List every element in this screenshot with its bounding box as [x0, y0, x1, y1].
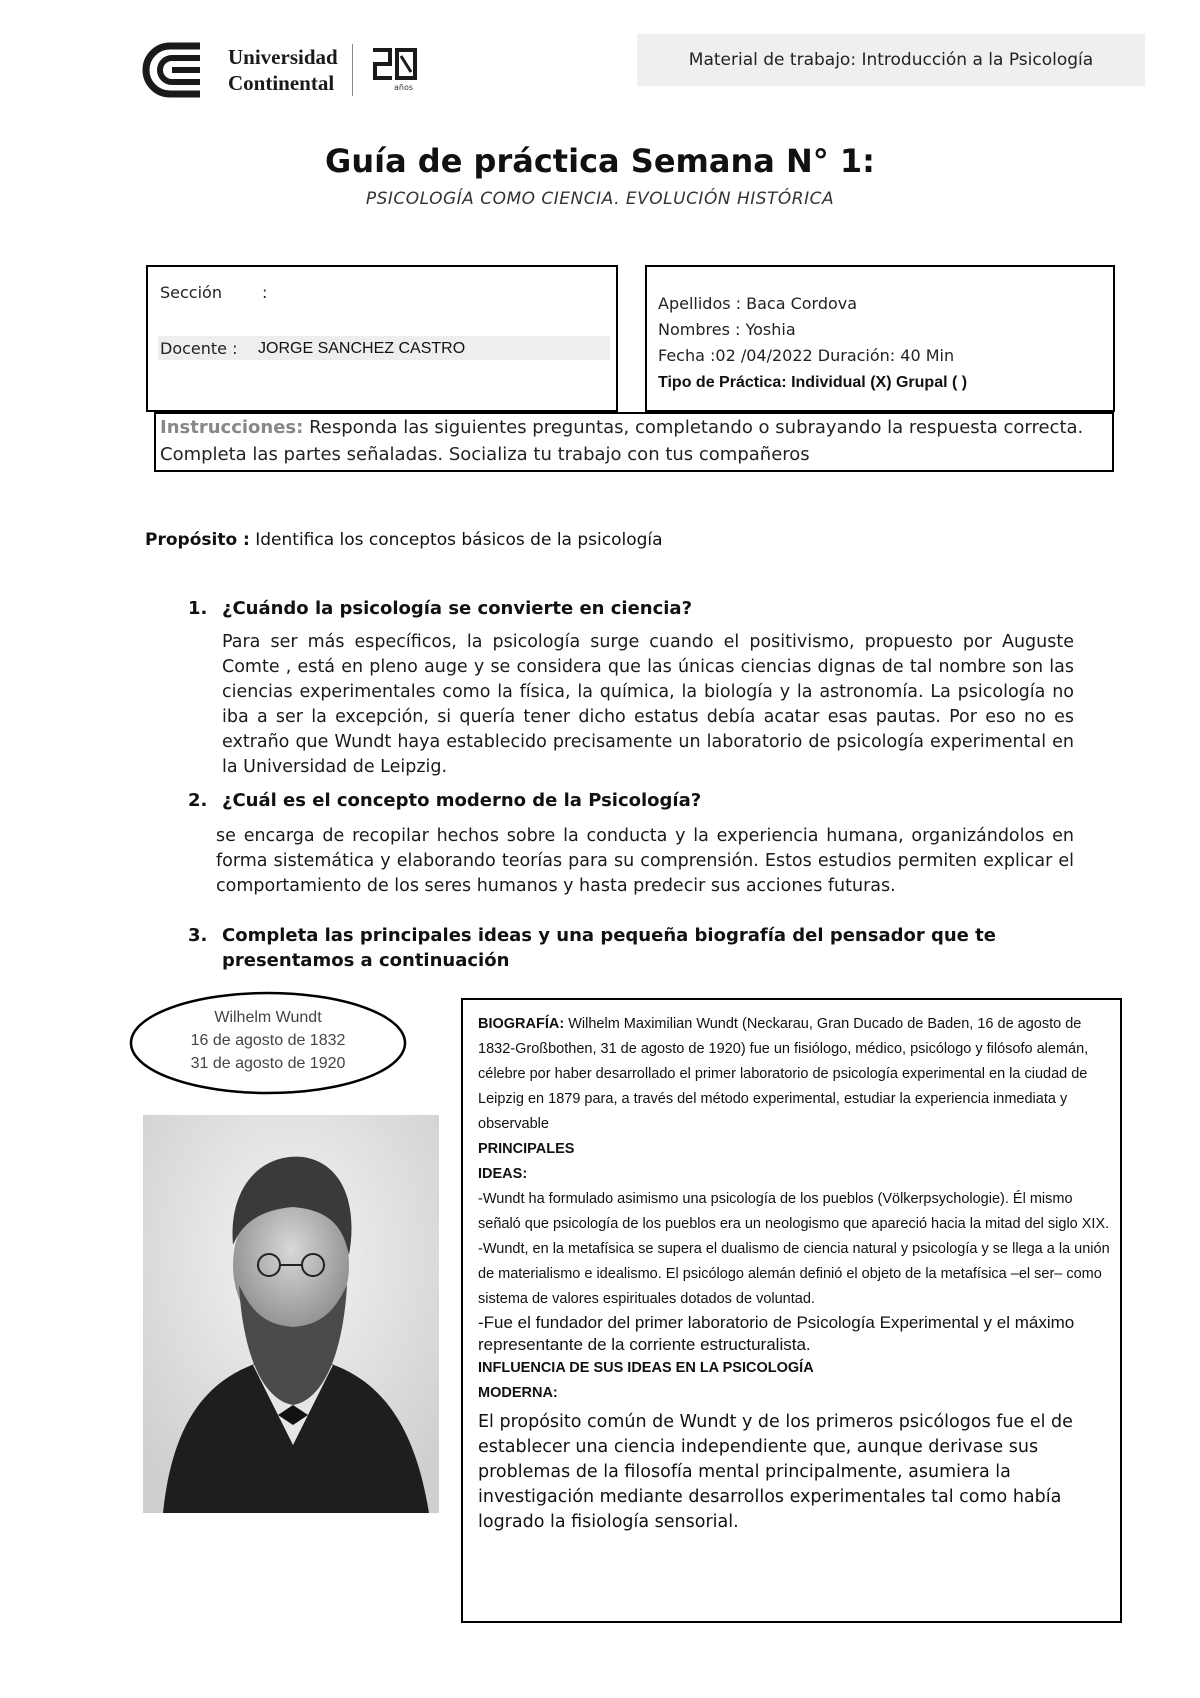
university-name-line1: Universidad: [228, 45, 338, 69]
docente-label: Docente :: [160, 339, 238, 358]
ideas-label-line1: PRINCIPALES: [478, 1141, 575, 1157]
thinker-death-date: 31 de agosto de 1920: [190, 1055, 346, 1072]
influence-label-line2: MODERNA:: [478, 1385, 558, 1401]
influence-text: El propósito común de Wundt y de los primeros psicólogos fue el de establecer una ciencia independiente que, aunque derivase sus problemas de la filosofía mental principalmente, asumiera la investigación mediante desarrollos experimentales tal como había logrado la fisiología sensorial.: [478, 1412, 1073, 1532]
fecha-duracion-field: Fecha :02 /04/2022 Duración: 40 Min: [658, 346, 955, 365]
course-material-label: Material de trabajo: Introducción a la Psicología: [688, 50, 1094, 70]
question-1-text: ¿Cuándo la psicología se convierte en ciencia?: [222, 598, 693, 619]
question-3-text-line1: Completa las principales ideas y una pequeña biografía del pensador que te: [222, 925, 996, 946]
instructions-label: Instrucciones:: [160, 417, 304, 438]
idea-3: -Fue el fundador del primer laboratorio de Psicología Experimental y el máximo representante de la corriente estructuralista.: [478, 1313, 1075, 1354]
influence-label-line1: INFLUENCIA DE SUS IDEAS EN LA PSICOLOGÍA: [478, 1360, 814, 1376]
idea-1: -Wundt ha formulado asimismo una psicología de los pueblos (Völkerpsychologie). Él mismo señaló que psicología de los pueblos era un neologismo que apareció hacia la mitad del siglo XIX.: [478, 1191, 1110, 1232]
instructions-text: [160, 414, 1110, 468]
nombres-field: Nombres : Yoshia: [658, 320, 796, 339]
seccion-colon: :: [262, 283, 268, 302]
question-3-text-line2: presentamos a continuación: [222, 950, 510, 971]
idea-2: -Wundt, en la metafísica se supera el dualismo de ciencia natural y psicología y se llega a la unión de materialismo e idealismo. El psicólogo alemán definió el objeto de la metafísica –el ser– como sistema de valores espirituales dotados de voluntad.: [478, 1241, 1110, 1307]
question-1-number: 1.: [188, 598, 208, 619]
biography-text: Wilhelm Maximilian Wundt (Neckarau, Gran Ducado de Baden, 16 de agosto de 1832-Großbothen, 31 de agosto de 1920) fue un fisiólogo, médico, psicólogo y filósofo alemán, célebre por haber desarrollado el primer laboratorio de psicología experimental en la ciudad de Leipzig en 1879 para, a través del método experimental, estudiar la experiencia inmediata y observable: [478, 1016, 1089, 1132]
anniversary-20-icon: [370, 44, 420, 84]
biography-label: BIOGRAFÍA:: [478, 1016, 565, 1032]
university-name: [228, 44, 338, 96]
docente-value: JORGE SANCHEZ CASTRO: [258, 340, 466, 357]
question-2-text: ¿Cuál es el concepto moderno de la Psicología?: [222, 790, 702, 811]
ideas-label-line2: IDEAS:: [478, 1166, 528, 1182]
logo-divider: [352, 44, 353, 96]
page-subtitle: PSICOLOGÍA COMO CIENCIA. EVOLUCIÓN HISTÓRICA: [365, 189, 835, 209]
purpose-label: Propósito :: [145, 530, 250, 550]
apellidos-field: Apellidos : Baca Cordova: [658, 294, 858, 313]
answer-1: Para ser más específicos, la psicología surge cuando el positivismo, propuesto por Auguste Comte , está en pleno auge y se considera que las únicas ciencias dignas de tal nombre son las ciencias experimentales como la física, la química, la biología y la astronomía. La psicología no iba a ser la excepción, si quería tener dicho estatus debía acatar esas pautas. Por eso no es extraño que Wundt haya establecido precisamente un laboratorio de psicología experimental en la Universidad de Leipzig.: [222, 632, 1074, 777]
university-name-line2: Continental: [228, 71, 335, 95]
answer-2: se encarga de recopilar hechos sobre la conducta y la experiencia humana, organizándolos en forma sistemática y elaborando teorías para su comprensión. Estos estudios permiten explicar el comportamiento de los seres humanos y hasta predecir sus acciones futuras.: [216, 826, 1074, 896]
page-title: Guía de práctica Semana N° 1:: [325, 142, 875, 180]
tipo-practica-field: Tipo de Práctica: Individual (X) Grupal ( ): [658, 374, 968, 391]
purpose-line: [145, 530, 663, 550]
instructions-body: Responda las siguientes preguntas, completando o subrayando la respuesta correcta. Completa las partes señaladas. Socializa tu trabajo con tus compañeros: [160, 417, 1084, 465]
thinker-name: Wilhelm Wundt: [214, 1009, 322, 1026]
question-3-number: 3.: [188, 925, 208, 946]
thinker-birth-date: 16 de agosto de 1832: [190, 1032, 346, 1049]
seccion-label: Sección: [160, 283, 222, 302]
university-logo-icon: [142, 40, 222, 100]
question-2-number: 2.: [188, 790, 208, 811]
thinker-info: [150, 1006, 386, 1075]
portrait-photo: [143, 1115, 439, 1513]
anniversary-years-label: años: [394, 83, 414, 92]
biography-content: [478, 1012, 1114, 1535]
biography-paragraph: [478, 1012, 1114, 1137]
purpose-text: Identifica los conceptos básicos de la psicología: [249, 530, 663, 550]
